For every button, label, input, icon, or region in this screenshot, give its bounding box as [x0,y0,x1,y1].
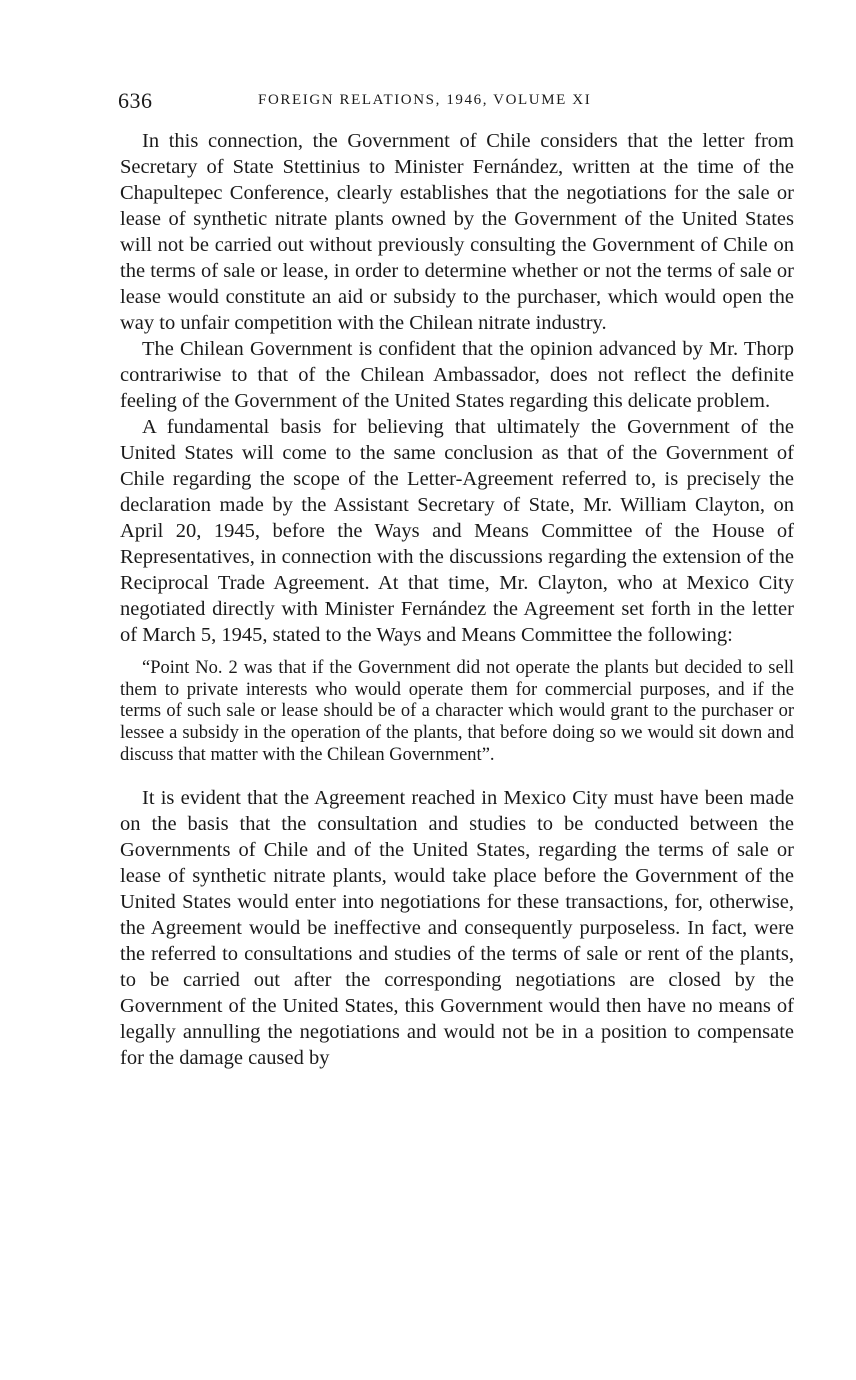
paragraph-clayton-declaration: A fundamental basis for believing that ultimately the Government of the United States will come to the same conclusion as that of the Government of Chile regarding the scope of the Letter-Agreement referred to, is precisely the declaration made by the Assistant Secretary of State, Mr. William Clayton, on April 20, 1945, before the Ways and Means Committee of the House of Representatives, in connection with the discussions regarding the extension of the Reciprocal Trade Agreement. At that time, Mr. Clayton, who at Mexico City negotiated directly with Minister Fernández the Agreement set forth in the letter of March 5, 1945, stated to the Ways and Means Committee the following: [120,416,794,646]
running-title: FOREIGN RELATIONS, 1946, VOLUME XI [258,92,592,108]
paragraph-agreement-evident: It is evident that the Agreement reached in Mexico City must have been made on the basis that the consultation and studies to be conducted between the Governments of Chile and of the United States, regarding the terms of sale or lease of synthetic nitrate plants, would take place before the Government of the United States would enter into negotiations for these transactions, for, otherwise, the Agreement would be ineffective and consequently purposeless. In fact, were the referred to consultations and studies of the terms of sale or rent of the plants, to be carried out after the corresponding negotiations are closed by the Government of the United States, this Government would then have no means of legally annulling the negotiations and would not be in a position to compensate for the damage caused by [120,786,794,1069]
document-page [120,88,794,1071]
running-header [120,88,794,118]
paragraph-chile-letter: In this connection, the Government of Chile considers that the letter from Secretary of State Stettinius to Minister Fernández, written at the time of the Chapultepec Conference, clearly establishes that the negotiations for the sale or lease of synthetic nitrate plants owned by the Government of the United States will not be carried out without previously consulting the Government of Chile on the terms of sale or lease, in order to determine whether or not the terms of sale or lease would constitute an aid or subsidy to the purchaser, which would open the way to unfair competition with the Chilean nitrate industry. [120,130,794,334]
block-quote-point-two: “Point No. 2 was that if the Government did not operate the plants but decided to sell them to private interests who would operate them for commercial purposes, and if the terms of such sale or lease should be of a character which would grant to the purchaser or lessee a subsidy in the operation of the plants, that before doing so we would sit down and discuss that matter with the Chilean Government”. [120,658,794,765]
page-number: 636 [118,88,153,113]
paragraph-thorp-opinion: The Chilean Government is confident that the opinion advanced by Mr. Thorp contrariwise to that of the Chilean Ambassador, does not reflect the definite feeling of the Government of the United States regarding this delicate problem. [120,338,794,412]
